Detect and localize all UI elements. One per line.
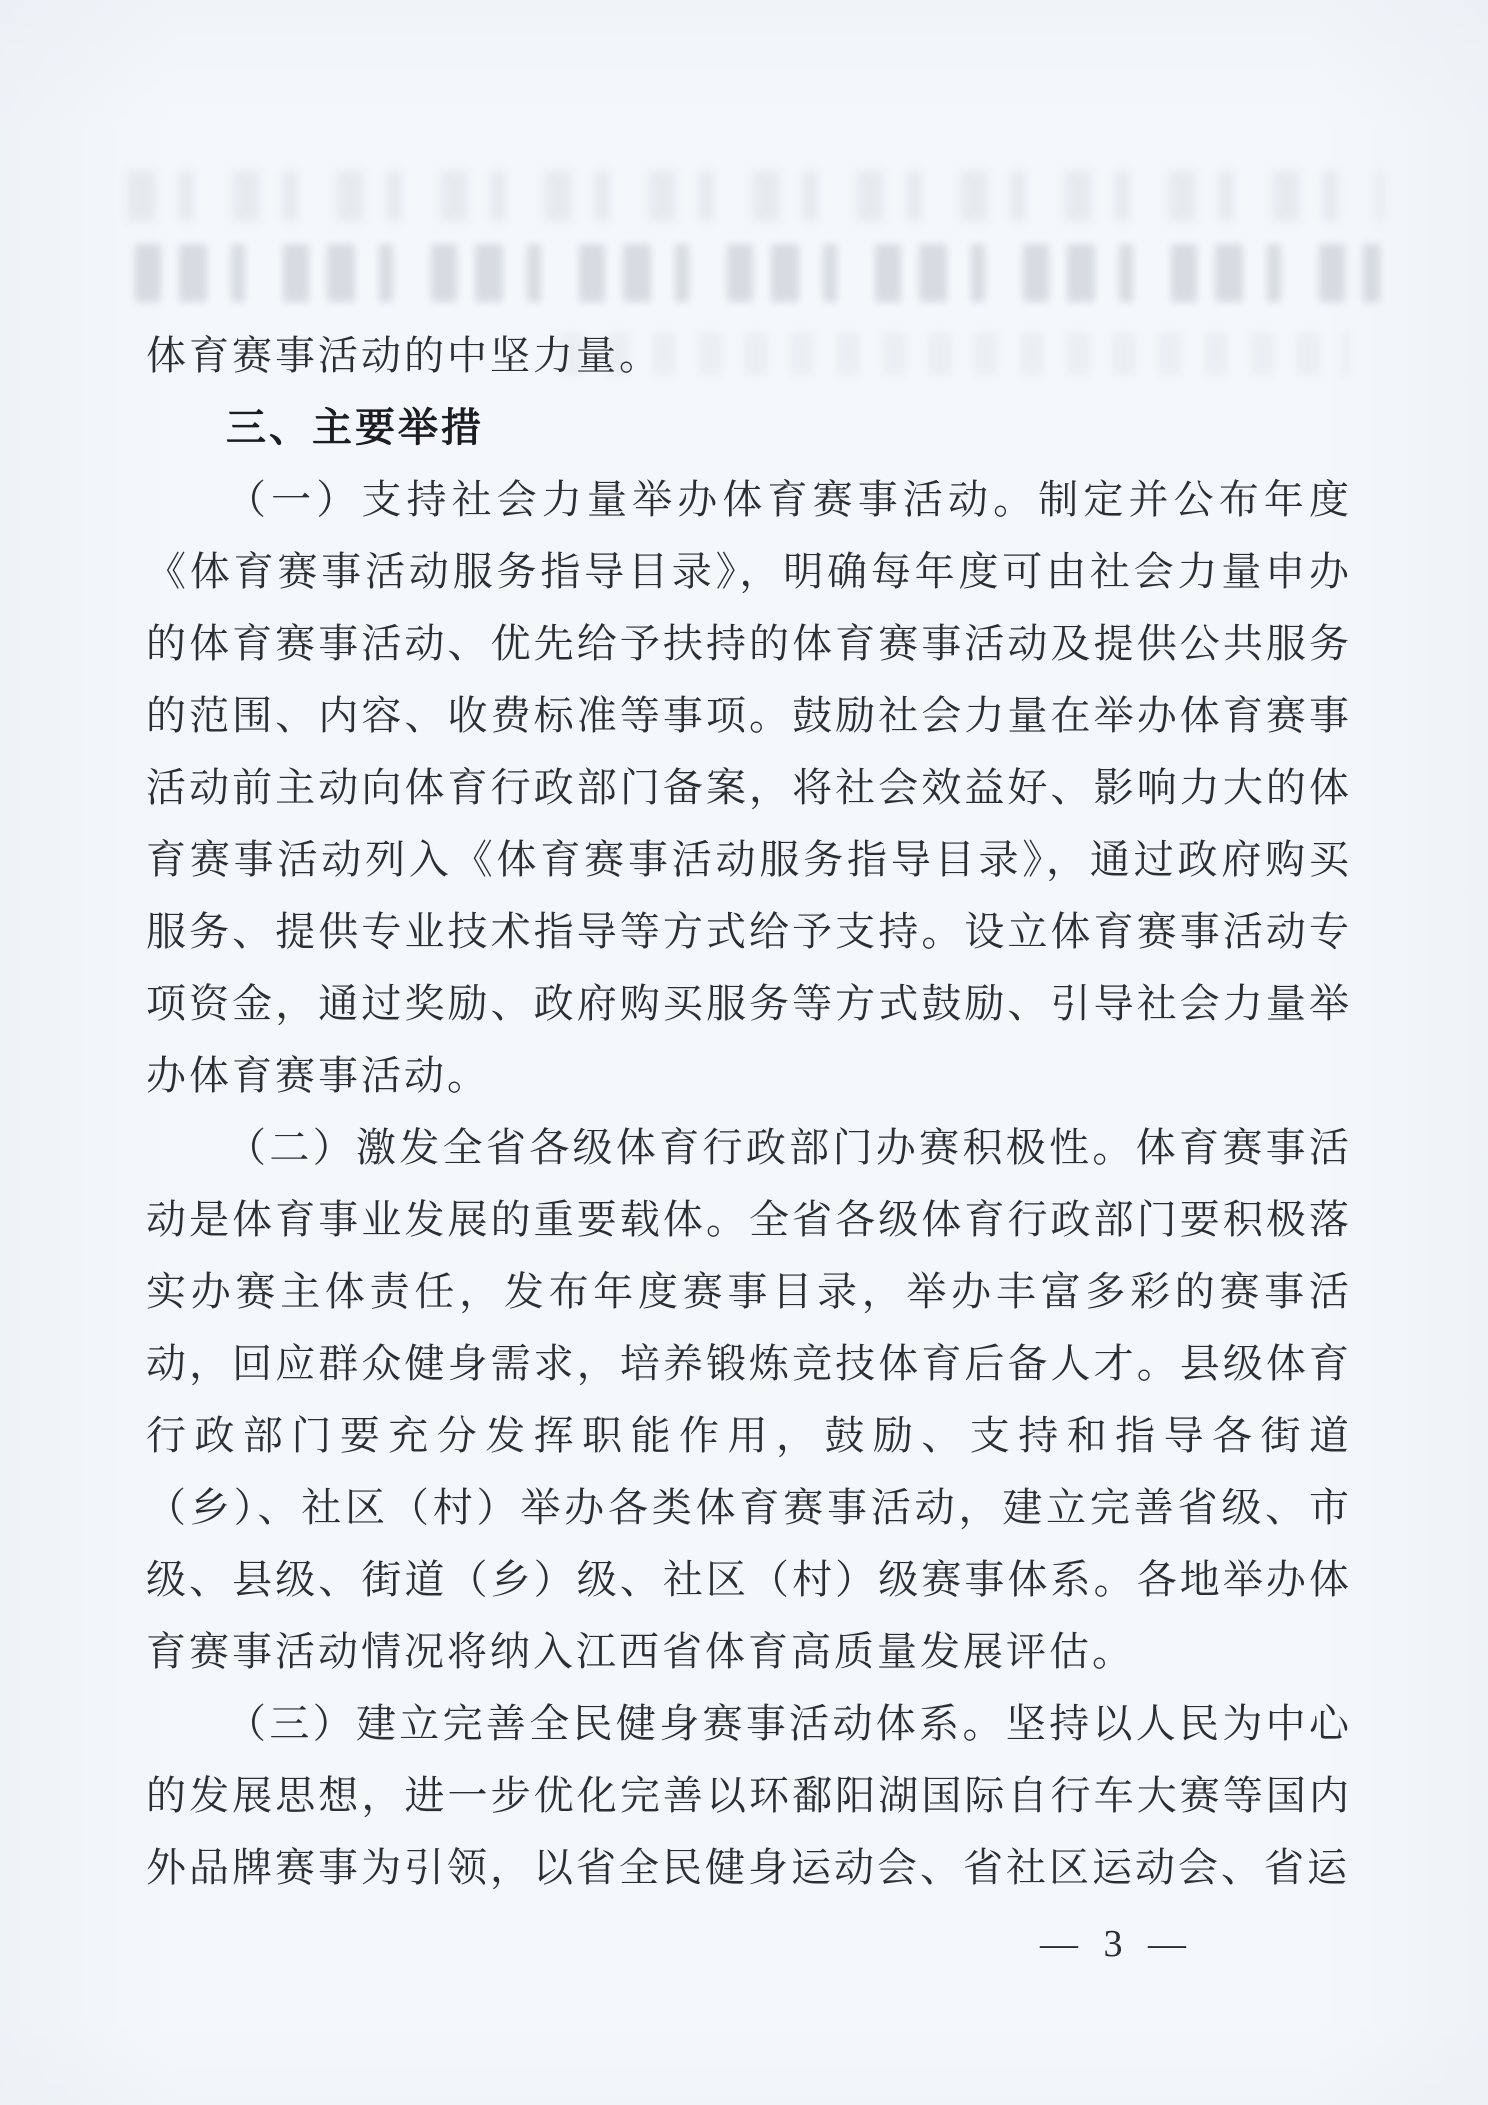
body-continuation-line: 体育赛事活动的中坚力量。	[146, 333, 662, 378]
ink-bleedthrough-artifact-band	[135, 244, 1380, 302]
ink-bleedthrough-artifact-top	[128, 170, 1383, 222]
section-heading: 三、主要举措	[226, 406, 484, 450]
page-number: — 3 —	[1040, 1923, 1194, 1965]
paragraph-fitness-event-system: （三）建立完善全民健身赛事活动体系。坚持以人民为中心的发展思想，进一步优化完善以环鄱阳湖国际自行车大赛等国内外品牌赛事为引领，以省全民健身运动会、省社区运动会、省运	[146, 1701, 1352, 1890]
paragraph-motivate-sport-departments: （二）激发全省各级体育行政部门办赛积极性。体育赛事活动是体育事业发展的重要载体。全省各级体育行政部门要积极落实办赛主体责任，发布年度赛事目录，举办丰富多彩的赛事活动，回应群众健身需求，培养锻炼竞技体育后备人才。县级体育行政部门要充分发挥职能作用，鼓励、支持和指导各街道（乡）、社区（村）举办各类体育赛事活动，建立完善省级、市级、县级、街道（乡）级、社区（村）级赛事体系。各地举办体育赛事活动情况将纳入江西省体育高质量发展评估。	[146, 1125, 1352, 1674]
paragraph-support-social-forces: （一）支持社会力量举办体育赛事活动。制定并公布年度《体育赛事活动服务指导目录》，明确每年度可由社会力量申办的体育赛事活动、优先给予扶持的体育赛事活动及提供公共服务的范围、内容、收费标准等事项。鼓励社会力量在举办体育赛事活动前主动向体育行政部门备案，将社会效益好、影响力大的体育赛事活动列入《体育赛事活动服务指导目录》，通过政府购买服务、提供专业技术指导等方式给予支持。设立体育赛事活动专项资金，通过奖励、政府购买服务等方式鼓励、引导社会力量举办体育赛事活动。	[146, 477, 1352, 1098]
document-body	[146, 320, 1352, 1904]
